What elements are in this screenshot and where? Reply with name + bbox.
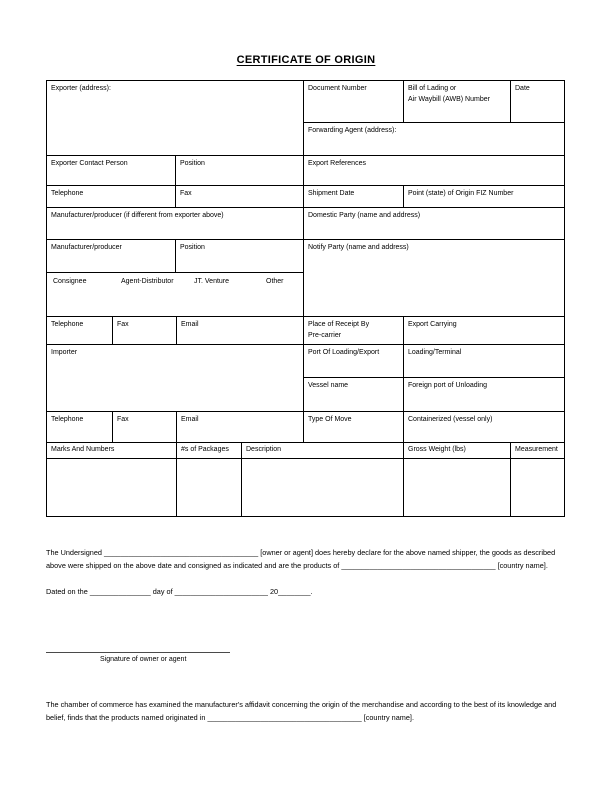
num-packages-header [176,442,241,458]
description-header [241,442,403,458]
declaration-statement: The Undersigned ______________________________________ [owner or agent] does hereby declare for the above named shipper, the goods as described above were shipped on the above date and consigned as indicated and are the products of ______________________________________ [country name]. [46,548,556,571]
port-of-loading-label: Port Of Loading/Export [308,349,380,356]
foreign-port-field[interactable] [403,377,565,411]
export-carrying-field[interactable] [403,316,565,344]
consignee-option-label: Consignee [53,278,87,285]
description-input-cell[interactable] [241,458,403,517]
forwarding-agent-field[interactable] [303,122,565,155]
position-field-1[interactable] [175,155,303,185]
measurement-input-cell[interactable] [510,458,565,517]
manufacturer-producer-label: Manufacturer/producer [51,244,122,251]
bill-of-lading-label-line1: Bill of Lading or [408,85,457,92]
importer-field[interactable] [46,344,303,411]
marks-and-numbers-header [46,442,176,458]
signature-caption: Signature of owner or agent [100,656,187,663]
gross-weight-header [403,442,510,458]
fax-label-3: Fax [117,416,129,423]
shipment-date-label: Shipment Date [308,190,355,197]
fax-field-2[interactable] [112,316,176,344]
bill-of-lading-label-line2: Air Waybill (AWB) Number [408,95,490,103]
type-of-move-label: Type Of Move [308,416,352,423]
exporter-address-field[interactable] [46,80,303,155]
marks-and-numbers-label: Marks And Numbers [51,446,115,453]
document-number-field[interactable] [303,80,403,122]
email-field-1[interactable] [176,316,303,344]
consignee-type-field[interactable] [46,272,303,316]
loading-terminal-field[interactable] [403,344,565,377]
foreign-port-label: Foreign port of Unloading [408,382,487,389]
type-of-move-field[interactable] [303,411,403,442]
page-title [0,54,612,66]
fax-label-2: Fax [117,321,129,328]
telephone-label-1: Telephone [51,190,84,197]
other-option-label: Other [266,278,284,285]
telephone-field-1[interactable] [46,185,175,207]
date-label: Date [515,85,530,92]
place-of-receipt-label-line2: Pre-carrier [308,331,342,339]
manufacturer-if-different-field[interactable] [46,207,303,239]
port-of-loading-field[interactable] [303,344,403,377]
exporter-contact-person-field[interactable] [46,155,175,185]
num-packages-input-cell[interactable] [176,458,241,517]
export-references-field[interactable] [303,155,565,185]
telephone-label-2: Telephone [51,321,84,328]
telephone-field-3[interactable] [46,411,112,442]
shipment-date-field[interactable] [303,185,403,207]
measurement-header [510,442,565,458]
export-references-label: Export References [308,160,366,167]
gross-weight-label: Gross Weight (lbs) [408,446,466,453]
containerized-label: Containerized (vessel only) [408,416,493,423]
loading-terminal-label: Loading/Terminal [408,349,462,356]
num-packages-label: #s of Packages [181,446,229,453]
agent-distributor-option-label: Agent-Distributor [121,278,174,285]
jt-venture-option-label: JT. Venture [194,278,230,285]
forwarding-agent-label: Forwarding Agent (address): [308,127,397,134]
manufacturer-if-different-label: Manufacturer/producer (if different from exporter above) [51,212,224,219]
gross-weight-input-cell[interactable] [403,458,510,517]
notify-party-field[interactable] [303,239,565,316]
description-label: Description [246,446,282,453]
vessel-name-label: Vessel name [308,382,349,389]
manufacturer-producer-field[interactable] [46,239,175,272]
fax-field-1[interactable] [175,185,303,207]
page-title-text: CERTIFICATE OF ORIGIN [236,54,376,66]
point-of-origin-label: Point (state) of Origin FIZ Number [408,190,514,197]
email-label-1: Email [181,321,199,328]
position-field-2[interactable] [175,239,303,272]
fax-label-1: Fax [180,190,192,197]
exporter-contact-person-label: Exporter Contact Person [51,160,128,167]
place-of-receipt-label-line1: Place of Receipt By [308,321,370,328]
export-carrying-label: Export Carrying [408,321,457,328]
exporter-address-label: Exporter (address): [51,85,111,92]
marks-and-numbers-input-cell[interactable] [46,458,176,517]
telephone-field-2[interactable] [46,316,112,344]
bill-of-lading-field[interactable] [403,80,510,122]
measurement-label: Measurement [515,446,558,453]
point-of-origin-field[interactable] [403,185,565,207]
telephone-label-3: Telephone [51,416,84,423]
place-of-receipt-field[interactable] [303,316,403,344]
certificate-table [46,80,565,517]
containerized-field[interactable] [403,411,565,442]
notify-party-label: Notify Party (name and address) [308,244,409,251]
email-label-2: Email [181,416,199,423]
chamber-statement: The chamber of commerce has examined the manufacturer's affidavit concerning the origin of the merchandise and according to the best of its knowledge and belief, finds that the products named originated in ______________________________________ [country name]. [46,700,557,723]
position-label-2: Position [180,244,205,251]
fax-field-3[interactable] [112,411,176,442]
vessel-name-field[interactable] [303,377,403,411]
dated-statement: Dated on the _______________ day of _______________________ 20________. [46,587,313,597]
domestic-party-field[interactable] [303,207,565,239]
importer-label: Importer [51,349,78,356]
signature-line[interactable] [46,652,230,653]
document-number-label: Document Number [308,85,367,92]
email-field-2[interactable] [176,411,303,442]
position-label-1: Position [180,160,205,167]
date-field[interactable] [510,80,565,122]
domestic-party-label: Domestic Party (name and address) [308,212,421,219]
